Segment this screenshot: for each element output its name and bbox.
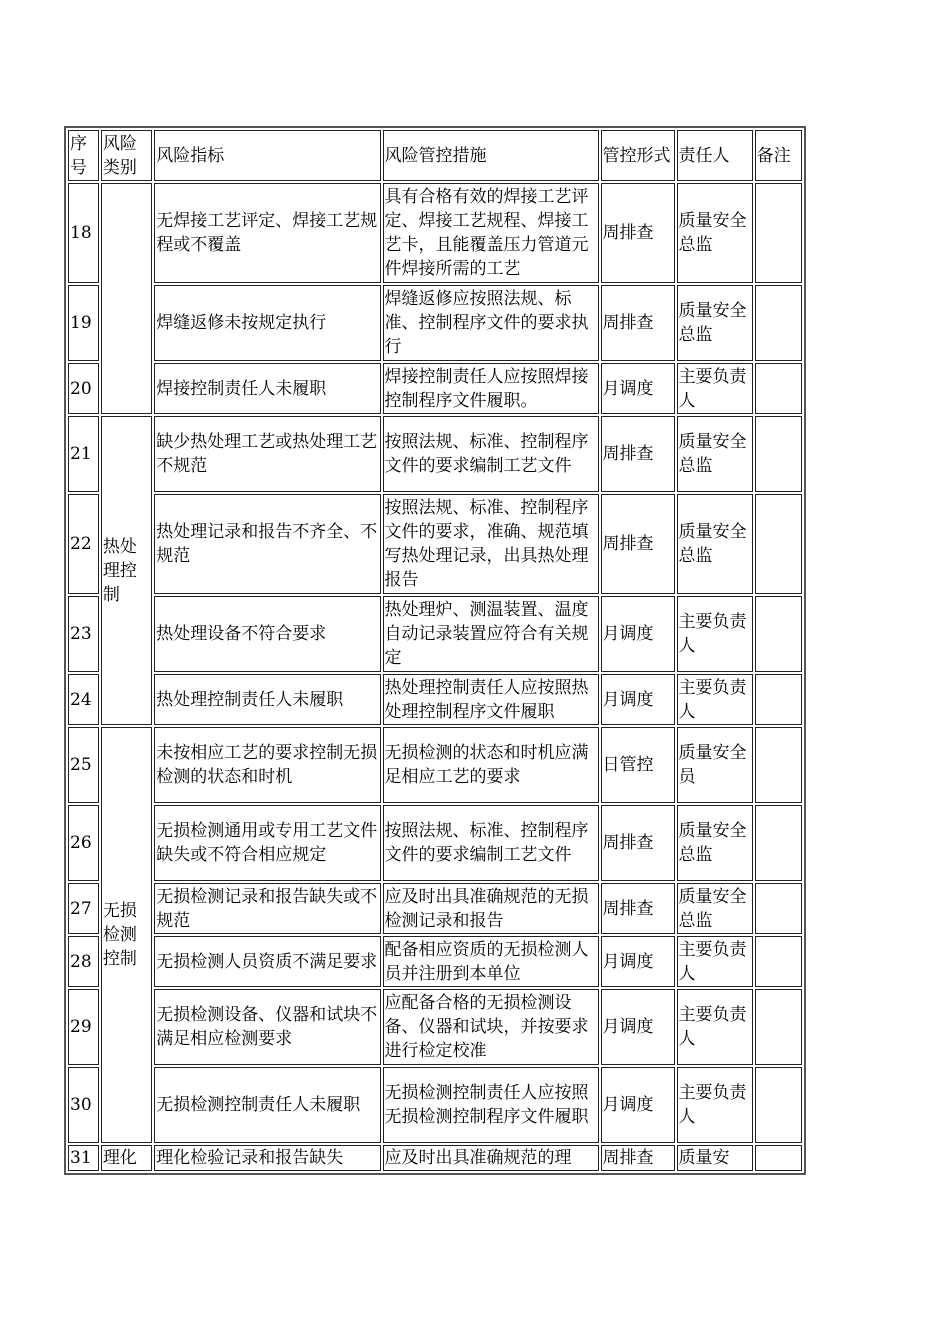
table-row	[68, 674, 802, 725]
table-row	[68, 805, 802, 881]
table-row	[68, 494, 802, 594]
cell-measure: 具有合格有效的焊接工艺评定、焊接工艺规程、焊接工艺卡，且能覆盖压力管道元件焊接所需的工艺	[383, 183, 599, 283]
cell-owner: 主要负责人	[677, 363, 753, 414]
cell-note	[755, 883, 802, 934]
table-row	[68, 989, 802, 1065]
header-category: 风险类别	[101, 130, 152, 181]
cell-note	[755, 363, 802, 414]
cell-note	[755, 805, 802, 881]
cell-seq: 23	[68, 596, 99, 672]
cell-seq: 20	[68, 363, 99, 414]
cell-note	[755, 494, 802, 594]
cell-indicator: 缺少热处理工艺或热处理工艺不规范	[154, 416, 380, 492]
table-row	[68, 727, 802, 803]
table-row	[68, 183, 802, 283]
cell-owner: 主要负责人	[677, 1067, 753, 1143]
cell-measure: 应配备合格的无损检测设备、仪器和试块，并按要求进行检定校准	[383, 989, 599, 1065]
cell-owner: 主要负责人	[677, 674, 753, 725]
table-row	[68, 1145, 802, 1171]
cell-category: 热处理控制	[101, 416, 152, 725]
cell-control-form: 周排查	[601, 805, 675, 881]
cell-seq: 22	[68, 494, 99, 594]
cell-owner: 质量安全总监	[677, 883, 753, 934]
cell-owner: 质量安	[677, 1145, 753, 1171]
cell-owner: 质量安全总监	[677, 285, 753, 361]
cell-seq: 21	[68, 416, 99, 492]
cell-measure: 应及时出具准确规范的无损检测记录和报告	[383, 883, 599, 934]
cell-measure: 热处理控制责任人应按照热处理控制程序文件履职	[383, 674, 599, 725]
table-row	[68, 416, 802, 492]
table-row	[68, 596, 802, 672]
cell-control-form: 月调度	[601, 936, 675, 987]
cell-owner: 质量安全总监	[677, 183, 753, 283]
cell-measure: 按照法规、标准、控制程序文件的要求编制工艺文件	[383, 805, 599, 881]
cell-seq: 28	[68, 936, 99, 987]
header-measure: 风险管控措施	[383, 130, 599, 181]
cell-control-form: 周排查	[601, 883, 675, 934]
cell-measure: 无损检测控制责任人应按照无损检测控制程序文件履职	[383, 1067, 599, 1143]
header-seq: 序号	[68, 130, 99, 181]
cell-measure: 热处理炉、测温装置、温度自动记录装置应符合有关规定	[383, 596, 599, 672]
cell-note	[755, 416, 802, 492]
table-row	[68, 1067, 802, 1143]
cell-control-form: 周排查	[601, 183, 675, 283]
cell-measure: 焊缝返修应按照法规、标准、控制程序文件的要求执行	[383, 285, 599, 361]
cell-note	[755, 183, 802, 283]
cell-owner: 质量安全总监	[677, 494, 753, 594]
cell-control-form: 周排查	[601, 1145, 675, 1171]
cell-note	[755, 989, 802, 1065]
cell-indicator: 焊接控制责任人未履职	[154, 363, 380, 414]
cell-measure: 按照法规、标准、控制程序文件的要求，准确、规范填写热处理记录，出具热处理报告	[383, 494, 599, 594]
cell-owner: 主要负责人	[677, 989, 753, 1065]
cell-seq: 30	[68, 1067, 99, 1143]
cell-control-form: 周排查	[601, 285, 675, 361]
cell-owner: 质量安全总监	[677, 416, 753, 492]
cell-indicator: 热处理控制责任人未履职	[154, 674, 380, 725]
table-row	[68, 285, 802, 361]
cell-control-form: 月调度	[601, 674, 675, 725]
cell-control-form: 周排查	[601, 416, 675, 492]
cell-owner: 质量安全员	[677, 727, 753, 803]
cell-note	[755, 674, 802, 725]
cell-seq: 25	[68, 727, 99, 803]
cell-control-form: 日管控	[601, 727, 675, 803]
cell-category	[101, 183, 152, 414]
cell-control-form: 周排查	[601, 494, 675, 594]
cell-control-form: 月调度	[601, 596, 675, 672]
cell-measure: 无损检测的状态和时机应满足相应工艺的要求	[383, 727, 599, 803]
cell-control-form: 月调度	[601, 363, 675, 414]
header-control-form: 管控形式	[601, 130, 675, 181]
header-row	[68, 130, 802, 181]
table-row	[68, 883, 802, 934]
cell-seq: 18	[68, 183, 99, 283]
cell-note	[755, 285, 802, 361]
cell-seq: 24	[68, 674, 99, 725]
cell-category: 理化	[101, 1145, 152, 1171]
table-row	[68, 363, 802, 414]
cell-control-form: 月调度	[601, 1067, 675, 1143]
cell-indicator: 无焊接工艺评定、焊接工艺规程或不覆盖	[154, 183, 380, 283]
cell-note	[755, 1145, 802, 1171]
cell-note	[755, 936, 802, 987]
cell-measure: 应及时出具准确规范的理	[383, 1145, 599, 1171]
cell-indicator: 无损检测设备、仪器和试块不满足相应检测要求	[154, 989, 380, 1065]
cell-measure: 焊接控制责任人应按照焊接控制程序文件履职。	[383, 363, 599, 414]
table-body	[68, 183, 802, 1171]
header-indicator: 风险指标	[154, 130, 380, 181]
cell-indicator: 无损检测记录和报告缺失或不规范	[154, 883, 380, 934]
cell-indicator: 未按相应工艺的要求控制无损检测的状态和时机	[154, 727, 380, 803]
cell-seq: 29	[68, 989, 99, 1065]
header-note: 备注	[755, 130, 802, 181]
cell-seq: 27	[68, 883, 99, 934]
cell-owner: 主要负责人	[677, 596, 753, 672]
header-owner: 责任人	[677, 130, 753, 181]
cell-indicator: 无损检测控制责任人未履职	[154, 1067, 380, 1143]
cell-control-form: 月调度	[601, 989, 675, 1065]
cell-seq: 26	[68, 805, 99, 881]
cell-seq: 31	[68, 1145, 99, 1171]
table-row	[68, 936, 802, 987]
cell-note	[755, 596, 802, 672]
cell-measure: 配备相应资质的无损检测人员并注册到本单位	[383, 936, 599, 987]
cell-seq: 19	[68, 285, 99, 361]
cell-note	[755, 1067, 802, 1143]
cell-indicator: 焊缝返修未按规定执行	[154, 285, 380, 361]
cell-indicator: 无损检测人员资质不满足要求	[154, 936, 380, 987]
cell-indicator: 热处理设备不符合要求	[154, 596, 380, 672]
cell-indicator: 热处理记录和报告不齐全、不规范	[154, 494, 380, 594]
cell-owner: 质量安全总监	[677, 805, 753, 881]
cell-category: 无损检测控制	[101, 727, 152, 1143]
cell-indicator: 理化检验记录和报告缺失	[154, 1145, 380, 1171]
cell-measure: 按照法规、标准、控制程序文件的要求编制工艺文件	[383, 416, 599, 492]
risk-control-table	[64, 126, 806, 1175]
cell-owner: 主要负责人	[677, 936, 753, 987]
cell-note	[755, 727, 802, 803]
cell-indicator: 无损检测通用或专用工艺文件缺失或不符合相应规定	[154, 805, 380, 881]
